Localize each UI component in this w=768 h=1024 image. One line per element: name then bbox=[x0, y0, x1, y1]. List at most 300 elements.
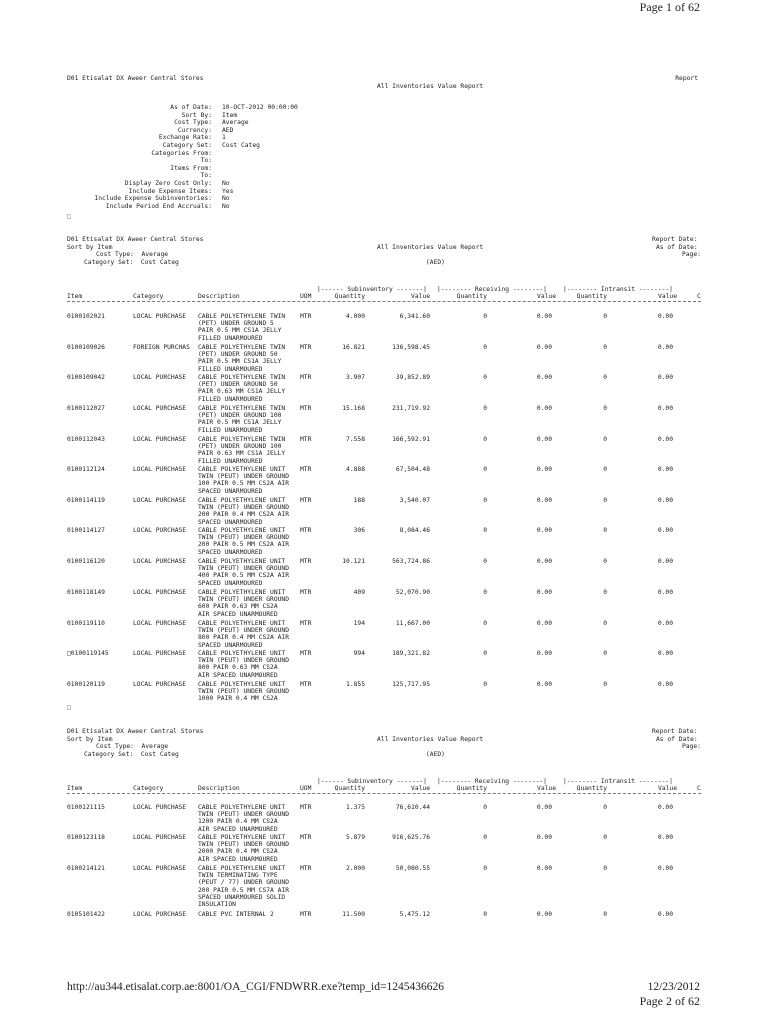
subinventory-quantity: 3.907 bbox=[346, 374, 365, 381]
param-label: Include Expense Items: bbox=[128, 187, 212, 195]
intransit-quantity: 0 bbox=[603, 620, 607, 627]
receiving-quantity: 0 bbox=[483, 436, 487, 443]
group-header-subinventory: |------ Subinventory -------| bbox=[317, 778, 427, 785]
column-header: Value bbox=[658, 293, 677, 300]
param-label: As of Date: bbox=[170, 104, 212, 111]
group-header-intransit: |-------- Intransit --------| bbox=[563, 286, 673, 293]
column-header: Value bbox=[537, 293, 556, 300]
subinventory-value: 166,592.91 bbox=[392, 436, 430, 443]
column-header: Quantity bbox=[456, 785, 487, 792]
item-code: 0100123118 bbox=[67, 834, 105, 841]
item-description-line: 800 PAIR 0.63 MM CS2A bbox=[198, 664, 278, 672]
subinventory-value: 76,610.44 bbox=[395, 804, 430, 811]
item-category: LOCAL PURCHASE bbox=[133, 497, 187, 504]
intransit-value: 0.00 bbox=[657, 466, 673, 473]
item-description-line: TWIN (PEUT) UNDER GROUND bbox=[198, 596, 289, 604]
subinventory-value: 189,321.82 bbox=[392, 650, 430, 657]
item-description-line: AIR SPACED UNARMOURED bbox=[198, 825, 278, 833]
subinventory-quantity: 306 bbox=[353, 527, 365, 534]
receiving-value: 0.00 bbox=[536, 405, 552, 412]
intransit-value: 0.00 bbox=[657, 834, 673, 841]
item-category: FOREIGN PURCHAS bbox=[133, 344, 190, 351]
column-header: Description bbox=[198, 293, 240, 300]
item-category: LOCAL PURCHASE bbox=[133, 313, 187, 320]
section-company: D01 Etisalat DX Aweer Central Stores bbox=[67, 236, 204, 243]
receiving-quantity: 0 bbox=[483, 620, 487, 627]
param-value: No bbox=[222, 202, 230, 210]
item-description-line: FILLED UNARMOURED bbox=[198, 457, 263, 465]
subinventory-quantity: 4.000 bbox=[346, 313, 365, 320]
intransit-value: 0.00 bbox=[657, 681, 673, 688]
receiving-value: 0.00 bbox=[536, 466, 552, 473]
param-label: To: bbox=[200, 157, 212, 165]
column-header: Value bbox=[411, 293, 430, 300]
receiving-value: 0.00 bbox=[536, 558, 552, 565]
item-description-line: TWIN (PEUT) UNDER GROUND bbox=[198, 534, 289, 542]
item-description-line: CABLE POLYETHYLENE UNIT bbox=[198, 466, 286, 473]
item-uom: MTR bbox=[300, 589, 312, 596]
subinventory-quantity: 11.500 bbox=[342, 911, 365, 918]
item-category: LOCAL PURCHASE bbox=[133, 558, 187, 565]
item-uom: MTR bbox=[300, 374, 312, 381]
item-description-line: TWIN (PEUT) UNDER GROUND bbox=[198, 657, 289, 665]
footer-url: http://au344.etisalat.corp.ae:8001/OA_CGI/FNDWRR.exe?temp_id=1245436626 bbox=[67, 981, 444, 993]
intransit-quantity: 0 bbox=[603, 436, 607, 443]
item-code: 0100119110 bbox=[67, 620, 105, 627]
group-header-intransit: |-------- Intransit --------| bbox=[563, 778, 673, 785]
item-code: 0100112027 bbox=[67, 405, 105, 412]
subinventory-quantity: 1.375 bbox=[346, 804, 365, 811]
column-header: Quantity bbox=[334, 293, 365, 300]
column-header: C bbox=[697, 785, 701, 792]
subinventory-quantity: 994 bbox=[353, 650, 365, 657]
section-currency: (AED) bbox=[426, 258, 445, 266]
intransit-quantity: 0 bbox=[603, 497, 607, 504]
item-description-line: 1000 PAIR 0.4 MM CS2A bbox=[198, 695, 278, 703]
intransit-quantity: 0 bbox=[603, 405, 607, 412]
subinventory-quantity: 409 bbox=[353, 589, 365, 596]
item-description-line: PAIR 0.63 MM CS1A JELLY bbox=[198, 450, 286, 458]
item-code: 0100102021 bbox=[67, 313, 105, 320]
item-code: 0100214121 bbox=[67, 865, 105, 872]
item-uom: MTR bbox=[300, 650, 312, 657]
item-description-line: INSULATION bbox=[198, 901, 236, 908]
item-code: 0100120119 bbox=[67, 681, 105, 688]
subinventory-quantity: 194 bbox=[353, 620, 365, 627]
intransit-quantity: 0 bbox=[603, 558, 607, 565]
subinventory-value: 916,625.76 bbox=[392, 834, 430, 841]
header-divider bbox=[67, 301, 701, 302]
item-description-line: (PET) UNDER GROUND 100 bbox=[198, 443, 282, 451]
intransit-value: 0.00 bbox=[657, 865, 673, 872]
item-description-line: CABLE POLYETHYLENE TWIN bbox=[198, 374, 286, 381]
footer-date: 12/23/2012 bbox=[647, 981, 700, 993]
receiving-value: 0.00 bbox=[536, 344, 552, 351]
param-label: Cost Type: bbox=[174, 119, 212, 127]
intransit-value: 0.00 bbox=[657, 650, 673, 657]
param-value: 1 bbox=[222, 134, 226, 142]
item-description-line: CABLE POLYETHYLENE UNIT bbox=[198, 804, 286, 811]
item-description-line: SPACED UNARMOURED bbox=[198, 548, 263, 556]
param-label: Display Zero Cost Only: bbox=[124, 180, 212, 187]
receiving-value: 0.00 bbox=[536, 497, 552, 504]
item-uom: MTR bbox=[300, 834, 312, 841]
param-value: AED bbox=[222, 126, 234, 134]
item-category: LOCAL PURCHASE bbox=[133, 804, 187, 811]
item-description-line: SPACED UNARMOURED bbox=[198, 641, 263, 649]
column-header: Value bbox=[411, 785, 430, 792]
receiving-value: 0.00 bbox=[536, 589, 552, 596]
item-description-line: TWIN (PEUT) UNDER GROUND bbox=[198, 473, 289, 481]
param-value: Cost Categ bbox=[222, 142, 260, 149]
receiving-value: 0.00 bbox=[536, 650, 552, 657]
intransit-quantity: 0 bbox=[603, 589, 607, 596]
intransit-quantity: 0 bbox=[603, 650, 607, 657]
subinventory-value: 563,724.86 bbox=[392, 558, 430, 565]
receiving-quantity: 0 bbox=[483, 650, 487, 657]
section-category-set: Category Set: Cost Categ bbox=[84, 258, 179, 266]
param-label: To: bbox=[200, 172, 212, 180]
receiving-quantity: 0 bbox=[483, 558, 487, 565]
receiving-quantity: 0 bbox=[483, 681, 487, 688]
item-code: □0100119145 bbox=[67, 650, 109, 657]
receiving-value: 0.00 bbox=[536, 911, 552, 918]
page-label: Page: bbox=[682, 251, 701, 258]
item-uom: MTR bbox=[300, 620, 312, 627]
as-of-date-label: As of Date: bbox=[656, 735, 698, 743]
receiving-quantity: 0 bbox=[483, 374, 487, 381]
subinventory-value: 136,598.45 bbox=[392, 344, 430, 351]
receiving-quantity: 0 bbox=[483, 344, 487, 351]
subinventory-quantity: 15.168 bbox=[342, 405, 365, 412]
item-code: 0100114127 bbox=[67, 527, 105, 534]
param-label: Include Expense Subinventories: bbox=[94, 195, 212, 203]
item-uom: MTR bbox=[300, 497, 312, 504]
item-description-line: SPACED UNARMOURED bbox=[198, 579, 263, 587]
item-description-line: 200 PAIR 0.4 MM CS2A AIR bbox=[198, 511, 289, 519]
item-description-line: SPACED UNARMOURED bbox=[198, 518, 263, 526]
receiving-value: 0.00 bbox=[536, 865, 552, 872]
receiving-quantity: 0 bbox=[483, 834, 487, 841]
subinventory-value: 6,341.60 bbox=[399, 313, 430, 320]
intransit-value: 0.00 bbox=[657, 558, 673, 565]
item-category: LOCAL PURCHASE bbox=[133, 374, 187, 381]
item-category: LOCAL PURCHASE bbox=[133, 589, 187, 596]
report-date-label: Report Date: bbox=[652, 236, 698, 243]
page-label: Page: bbox=[682, 743, 701, 750]
item-category: LOCAL PURCHASE bbox=[133, 911, 187, 918]
subinventory-value: 125,717.95 bbox=[392, 681, 430, 688]
item-description-line: CABLE PVC INTERNAL 2 bbox=[198, 911, 274, 918]
column-header: Quantity bbox=[456, 293, 487, 300]
item-description-line: PAIR 0.5 MM CS1A JELLY bbox=[198, 358, 282, 366]
item-description-line: SPACED UNARMOURED bbox=[198, 487, 263, 495]
receiving-value: 0.00 bbox=[536, 804, 552, 811]
item-description-line: TWIN (PEUT) UNDER GROUND bbox=[198, 627, 289, 635]
item-description-line: CABLE POLYETHYLENE UNIT bbox=[198, 620, 286, 627]
report-date-label: Report Date: bbox=[652, 728, 698, 735]
param-value: Yes bbox=[222, 187, 234, 195]
item-description-line: FILLED UNARMOURED bbox=[198, 365, 263, 373]
section-cost-type: Cost Type: Average bbox=[96, 743, 169, 750]
item-description-line: CABLE POLYETHYLENE TWIN bbox=[198, 313, 286, 320]
item-description-line: FILLED UNARMOURED bbox=[198, 334, 263, 342]
subinventory-value: 231,719.92 bbox=[392, 405, 430, 412]
intransit-value: 0.00 bbox=[657, 804, 673, 811]
company-name: D01 Etisalat DX Aweer Central Stores bbox=[67, 75, 204, 82]
receiving-value: 0.00 bbox=[536, 834, 552, 841]
subinventory-value: 50,080.55 bbox=[395, 865, 430, 872]
group-header-receiving: |-------- Receiving --------| bbox=[437, 778, 547, 785]
item-description-line: CABLE POLYETHYLENE UNIT bbox=[198, 650, 286, 657]
item-category: LOCAL PURCHASE bbox=[133, 466, 187, 473]
param-value: Item bbox=[222, 111, 238, 119]
item-description-line: 200 PAIR 0.5 MM CS7A AIR bbox=[198, 886, 289, 894]
subinventory-quantity: 16.821 bbox=[342, 344, 365, 351]
subinventory-value: 3,540.07 bbox=[399, 497, 430, 504]
receiving-quantity: 0 bbox=[483, 527, 487, 534]
intransit-quantity: 0 bbox=[603, 834, 607, 841]
intransit-quantity: 0 bbox=[603, 865, 607, 872]
receiving-quantity: 0 bbox=[483, 405, 487, 412]
item-category: LOCAL PURCHASE bbox=[133, 620, 187, 627]
receiving-quantity: 0 bbox=[483, 497, 487, 504]
intransit-quantity: 0 bbox=[603, 374, 607, 381]
report-label: Report bbox=[675, 75, 698, 82]
item-description-line: (PEUT / 77) UNDER GROUND bbox=[198, 879, 289, 887]
column-header: UOM bbox=[300, 785, 312, 792]
item-description-line: PAIR 0.5 MM CS1A JELLY bbox=[198, 327, 282, 335]
section-cost-type: Cost Type: Average bbox=[96, 251, 169, 258]
item-uom: MTR bbox=[300, 405, 312, 412]
receiving-quantity: 0 bbox=[483, 865, 487, 872]
item-code: 0100121115 bbox=[67, 804, 105, 811]
intransit-quantity: 0 bbox=[603, 804, 607, 811]
section-company: D01 Etisalat DX Aweer Central Stores bbox=[67, 728, 204, 735]
intransit-value: 0.00 bbox=[657, 497, 673, 504]
intransit-value: 0.00 bbox=[657, 620, 673, 627]
item-code: 0100109042 bbox=[67, 374, 105, 381]
section-report-title: All Inventories Value Report bbox=[377, 735, 484, 743]
column-header: Item bbox=[67, 293, 83, 300]
param-value: Average bbox=[222, 119, 249, 127]
item-uom: MTR bbox=[300, 344, 312, 351]
param-label: Exchange Rate: bbox=[158, 134, 212, 142]
param-value: 10-OCT-2012 00:00:00 bbox=[222, 104, 298, 111]
page-number-top: Page 1 of 62 bbox=[639, 0, 700, 14]
section-sort-by: Sort by Item bbox=[67, 243, 113, 251]
column-header: C bbox=[697, 293, 701, 300]
item-description-line: TWIN (PEUT) UNDER GROUND bbox=[198, 688, 289, 696]
item-description-line: (PET) UNDER GROUND 5 bbox=[198, 320, 274, 328]
item-category: LOCAL PURCHASE bbox=[133, 834, 187, 841]
item-description-line: 400 PAIR 0.5 MM CS2A AIR bbox=[198, 572, 289, 580]
item-category: LOCAL PURCHASE bbox=[133, 436, 187, 443]
column-header: Quantity bbox=[576, 785, 607, 792]
intransit-quantity: 0 bbox=[603, 911, 607, 918]
item-description-line: PAIR 0.5 MM CS1A JELLY bbox=[198, 419, 282, 427]
item-description-line: TWIN (PEUT) UNDER GROUND bbox=[198, 565, 289, 573]
receiving-quantity: 0 bbox=[483, 466, 487, 473]
page-number-bottom: Page 2 of 62 bbox=[639, 994, 700, 1008]
section-sort-by: Sort by Item bbox=[67, 735, 113, 743]
item-code: 0100116120 bbox=[67, 558, 105, 565]
intransit-quantity: 0 bbox=[603, 681, 607, 688]
item-code: 0100118149 bbox=[67, 589, 105, 596]
subinventory-quantity: 5.879 bbox=[346, 834, 365, 841]
item-description-line: SPACED UNARMOURED SOLID bbox=[198, 893, 286, 901]
receiving-value: 0.00 bbox=[536, 620, 552, 627]
item-description-line: AIR SPACED UNARMOURED bbox=[198, 671, 278, 679]
item-uom: MTR bbox=[300, 681, 312, 688]
section-category-set: Category Set: Cost Categ bbox=[84, 750, 179, 758]
subinventory-value: 39,852.89 bbox=[395, 374, 430, 381]
item-description-line: (PET) UNDER GROUND 100 bbox=[198, 412, 282, 420]
item-code: 0100112124 bbox=[67, 466, 105, 473]
marker-glyph: □ bbox=[67, 213, 71, 220]
item-description-line: CABLE POLYETHYLENE UNIT bbox=[198, 589, 286, 596]
subinventory-quantity: 1.855 bbox=[346, 681, 365, 688]
intransit-value: 0.00 bbox=[657, 527, 673, 534]
intransit-value: 0.00 bbox=[657, 405, 673, 412]
marker-glyph: □ bbox=[67, 704, 71, 711]
item-uom: MTR bbox=[300, 558, 312, 565]
param-label: Sort By: bbox=[181, 111, 212, 119]
intransit-value: 0.00 bbox=[657, 313, 673, 320]
item-description-line: FILLED UNARMOURED bbox=[198, 426, 263, 434]
intransit-quantity: 0 bbox=[603, 527, 607, 534]
section-report-title: All Inventories Value Report bbox=[377, 243, 484, 251]
subinventory-value: 52,070.90 bbox=[395, 589, 430, 596]
column-header: Description bbox=[198, 785, 240, 792]
receiving-value: 0.00 bbox=[536, 436, 552, 443]
column-header: Value bbox=[537, 785, 556, 792]
header-divider bbox=[67, 793, 701, 794]
item-description-line: CABLE POLYETHYLENE TWIN bbox=[198, 344, 286, 351]
param-label: Include Period End Accruals: bbox=[105, 202, 212, 210]
intransit-value: 0.00 bbox=[657, 436, 673, 443]
item-uom: MTR bbox=[300, 466, 312, 473]
section-currency: (AED) bbox=[426, 750, 445, 758]
column-header: Quantity bbox=[576, 293, 607, 300]
item-description-line: AIR SPACED UNARMOURED bbox=[198, 855, 278, 863]
subinventory-value: 67,504.48 bbox=[395, 466, 430, 473]
item-description-line: PAIR 0.63 MM CS1A JELLY bbox=[198, 388, 286, 396]
receiving-quantity: 0 bbox=[483, 313, 487, 320]
group-header-receiving: |-------- Receiving --------| bbox=[437, 286, 547, 293]
item-description-line: FILLED UNARMOURED bbox=[198, 395, 263, 403]
column-header: Category bbox=[133, 293, 164, 300]
intransit-value: 0.00 bbox=[657, 911, 673, 918]
item-description-line: CABLE POLYETHYLENE UNIT bbox=[198, 681, 286, 688]
intransit-quantity: 0 bbox=[603, 313, 607, 320]
param-label: Categories From: bbox=[151, 149, 212, 157]
intransit-value: 0.00 bbox=[657, 589, 673, 596]
item-code: 0105101422 bbox=[67, 911, 105, 918]
column-header: Quantity bbox=[334, 785, 365, 792]
item-category: LOCAL PURCHASE bbox=[133, 405, 187, 412]
subinventory-quantity: 10.121 bbox=[342, 558, 365, 565]
receiving-value: 0.00 bbox=[536, 313, 552, 320]
item-code: 0100112043 bbox=[67, 436, 105, 443]
intransit-value: 0.00 bbox=[657, 344, 673, 351]
item-uom: MTR bbox=[300, 527, 312, 534]
subinventory-quantity: 2.000 bbox=[346, 865, 365, 872]
item-category: LOCAL PURCHASE bbox=[133, 650, 187, 657]
item-description-line: 600 PAIR 0.63 MM CS2A bbox=[198, 603, 278, 611]
item-description-line: CABLE POLYETHYLENE UNIT bbox=[198, 834, 286, 841]
column-header: Item bbox=[67, 785, 83, 792]
item-category: LOCAL PURCHASE bbox=[133, 681, 187, 688]
item-description-line: 800 PAIR 0.4 MM CS2A AIR bbox=[198, 634, 289, 642]
receiving-quantity: 0 bbox=[483, 911, 487, 918]
param-label: Currency: bbox=[177, 126, 212, 134]
item-description-line: 2000 PAIR 0.4 MM CS2A bbox=[198, 848, 278, 856]
item-description-line: CABLE POLYETHYLENE UNIT bbox=[198, 558, 286, 565]
item-description-line: (PET) UNDER GROUND 50 bbox=[198, 381, 278, 389]
param-label: Category Set: bbox=[162, 142, 212, 149]
receiving-quantity: 0 bbox=[483, 589, 487, 596]
intransit-value: 0.00 bbox=[657, 374, 673, 381]
item-uom: MTR bbox=[300, 313, 312, 320]
item-description-line: CABLE POLYETHYLENE UNIT bbox=[198, 497, 286, 504]
item-code: 0100114119 bbox=[67, 497, 105, 504]
receiving-value: 0.00 bbox=[536, 374, 552, 381]
item-description-line: CABLE POLYETHYLENE UNIT bbox=[198, 865, 286, 872]
column-header: Category bbox=[133, 785, 164, 792]
param-value: No bbox=[222, 195, 230, 203]
item-code: 0100109026 bbox=[67, 344, 105, 351]
item-uom: MTR bbox=[300, 865, 312, 872]
item-category: LOCAL PURCHASE bbox=[133, 527, 187, 534]
subinventory-value: 11,667.00 bbox=[395, 620, 430, 627]
receiving-quantity: 0 bbox=[483, 804, 487, 811]
item-description-line: TWIN (PEUT) UNDER GROUND bbox=[198, 811, 289, 819]
item-description-line: AIR SPACED UNARMOURED bbox=[198, 610, 278, 618]
item-description-line: 1200 PAIR 0.4 MM CS2A bbox=[198, 818, 278, 826]
report-title: All Inventories Value Report bbox=[377, 83, 484, 90]
intransit-quantity: 0 bbox=[603, 344, 607, 351]
column-header: UOM bbox=[300, 293, 312, 300]
subinventory-quantity: 4.888 bbox=[346, 466, 365, 473]
item-uom: MTR bbox=[300, 804, 312, 811]
item-description-line: CABLE POLYETHYLENE UNIT bbox=[198, 527, 286, 534]
receiving-value: 0.00 bbox=[536, 527, 552, 534]
item-description-line: CABLE POLYETHYLENE TWIN bbox=[198, 436, 286, 443]
item-description-line: 200 PAIR 0.5 MM CS2A AIR bbox=[198, 541, 289, 549]
item-description-line: CABLE POLYETHYLENE TWIN bbox=[198, 405, 286, 412]
subinventory-value: 5,475.12 bbox=[399, 911, 430, 918]
item-category: LOCAL PURCHASE bbox=[133, 865, 187, 872]
param-label: Items From: bbox=[170, 164, 212, 172]
receiving-value: 0.00 bbox=[536, 681, 552, 688]
item-description-line: TWIN TERMINATING TYPE bbox=[198, 872, 278, 880]
subinventory-value: 8,084.46 bbox=[399, 527, 430, 534]
item-uom: MTR bbox=[300, 436, 312, 443]
item-uom: MTR bbox=[300, 911, 312, 918]
as-of-date-label: As of Date: bbox=[656, 243, 698, 251]
item-description-line: TWIN (PEUT) UNDER GROUND bbox=[198, 841, 289, 849]
param-value: No bbox=[222, 180, 230, 187]
item-description-line: 100 PAIR 0.5 MM CS2A AIR bbox=[198, 480, 289, 488]
item-description-line: (PET) UNDER GROUND 50 bbox=[198, 351, 278, 359]
subinventory-quantity: 188 bbox=[353, 497, 365, 504]
intransit-quantity: 0 bbox=[603, 466, 607, 473]
column-header: Value bbox=[658, 785, 677, 792]
group-header-subinventory: |------ Subinventory -------| bbox=[317, 286, 427, 293]
subinventory-quantity: 7.558 bbox=[346, 436, 365, 443]
item-description-line: TWIN (PEUT) UNDER GROUND bbox=[198, 504, 289, 512]
